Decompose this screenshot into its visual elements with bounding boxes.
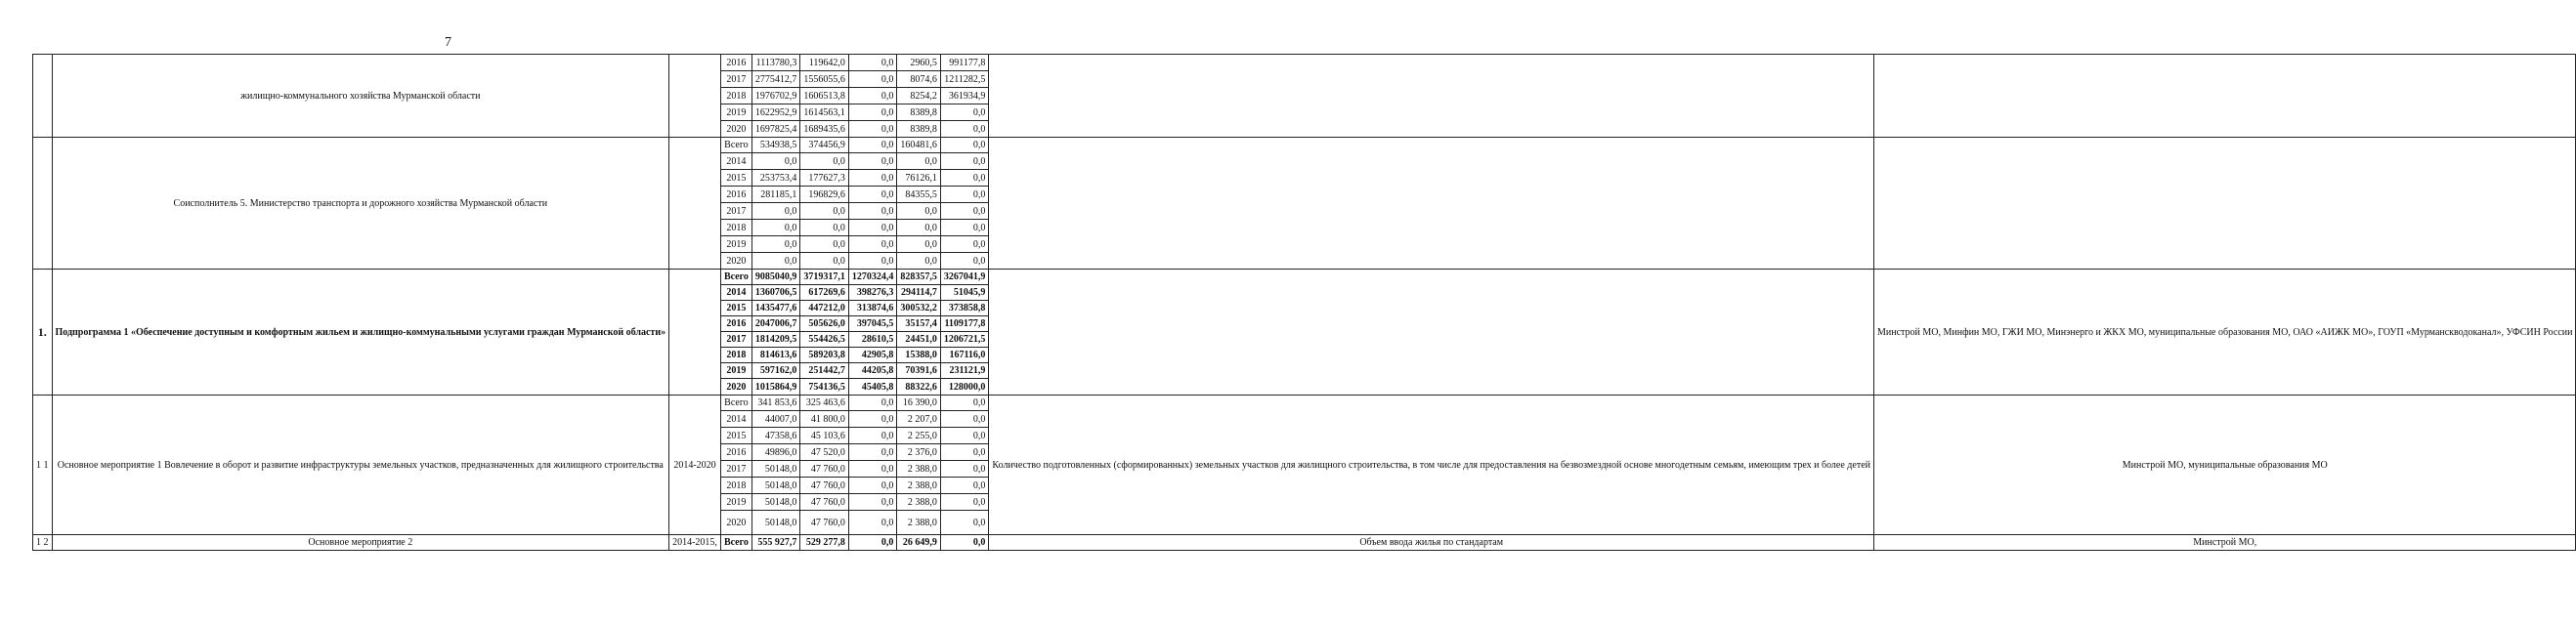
value-cell: 26 649,9 — [897, 535, 941, 551]
year-cell: 2018 — [720, 88, 751, 104]
value-cell: 0,0 — [848, 104, 897, 121]
value-cell: 45 103,6 — [800, 428, 849, 444]
indicator-cell — [989, 55, 1874, 138]
value-cell: 0,0 — [848, 428, 897, 444]
value-cell: 0,0 — [848, 138, 897, 153]
value-cell: 35157,4 — [897, 316, 941, 332]
table-row — [33, 396, 2576, 411]
year-cell: 2015 — [720, 170, 751, 187]
value-cell: 8074,6 — [897, 71, 941, 88]
year-cell: 2020 — [720, 511, 751, 535]
value-cell: 0,0 — [897, 253, 941, 270]
value-cell: 2047006,7 — [751, 316, 800, 332]
value-cell: 0,0 — [751, 203, 800, 220]
value-cell: 47 760,0 — [800, 494, 849, 511]
value-cell: 0,0 — [848, 461, 897, 478]
value-cell: 1113780,3 — [751, 55, 800, 71]
value-cell: 281185,1 — [751, 187, 800, 203]
year-cell: 2017 — [720, 461, 751, 478]
value-cell: 300532,2 — [897, 301, 941, 316]
year-cell: 2017 — [720, 203, 751, 220]
year-cell: Всего — [720, 396, 751, 411]
activity-name: Основное мероприятие 1 Вовлечение в оборот и развитие инфраструктуры земельных участков, предназначенных для жилищного строительства — [52, 396, 669, 535]
value-cell: 617269,6 — [800, 285, 849, 301]
year-cell: 2020 — [720, 121, 751, 138]
value-cell: 0,0 — [848, 88, 897, 104]
value-cell: 1015864,9 — [751, 379, 800, 396]
value-cell: 589203,8 — [800, 348, 849, 363]
value-cell: 0,0 — [848, 55, 897, 71]
value-cell: 0,0 — [848, 396, 897, 411]
responsible-cell — [1874, 138, 2576, 270]
value-cell: 529 277,8 — [800, 535, 849, 551]
value-cell: 0,0 — [940, 494, 989, 511]
row-number: 1. — [33, 270, 53, 396]
value-cell: 1689435,6 — [800, 121, 849, 138]
value-cell: 325 463,6 — [800, 396, 849, 411]
value-cell: 1606513,8 — [800, 88, 849, 104]
year-cell: 2014 — [720, 285, 751, 301]
page-number: 7 — [445, 35, 451, 50]
row-number — [33, 138, 53, 270]
value-cell: 45405,8 — [848, 379, 897, 396]
value-cell: 47 520,0 — [800, 444, 849, 461]
value-cell: 51045,9 — [940, 285, 989, 301]
value-cell: 828357,5 — [897, 270, 941, 285]
responsible-cell: Минстрой МО, — [1874, 535, 2576, 551]
year-cell: Всего — [720, 270, 751, 285]
value-cell: 2 388,0 — [897, 478, 941, 494]
value-cell: 0,0 — [848, 71, 897, 88]
value-cell: 0,0 — [848, 187, 897, 203]
period-cell — [669, 270, 721, 396]
value-cell: 0,0 — [800, 236, 849, 253]
table-row — [33, 270, 2576, 285]
value-cell: 341 853,6 — [751, 396, 800, 411]
value-cell: 991177,8 — [940, 55, 989, 71]
period-cell — [669, 55, 721, 138]
value-cell: 313874,6 — [848, 301, 897, 316]
year-cell: 2017 — [720, 332, 751, 348]
year-cell: 2016 — [720, 187, 751, 203]
value-cell: 160481,6 — [897, 138, 941, 153]
year-cell: 2016 — [720, 444, 751, 461]
value-cell: 251442,7 — [800, 363, 849, 379]
value-cell: 1976702,9 — [751, 88, 800, 104]
value-cell: 597162,0 — [751, 363, 800, 379]
program-table — [32, 54, 2576, 551]
year-cell: 2014 — [720, 153, 751, 170]
value-cell: 0,0 — [897, 153, 941, 170]
value-cell: 1697825,4 — [751, 121, 800, 138]
value-cell: 0,0 — [940, 535, 989, 551]
value-cell: 177627,3 — [800, 170, 849, 187]
value-cell: 41 800,0 — [800, 411, 849, 428]
value-cell: 15388,0 — [897, 348, 941, 363]
value-cell: 0,0 — [940, 104, 989, 121]
activity-name: жилищно-коммунального хозяйства Мурманской области — [52, 55, 669, 138]
value-cell: 0,0 — [940, 461, 989, 478]
value-cell: 0,0 — [897, 203, 941, 220]
value-cell: 47 760,0 — [800, 461, 849, 478]
value-cell: 2 388,0 — [897, 494, 941, 511]
value-cell: 554426,5 — [800, 332, 849, 348]
value-cell: 8389,8 — [897, 121, 941, 138]
year-cell: 2014 — [720, 411, 751, 428]
responsible-cell: Минстрой МО, муниципальные образования МО — [1874, 396, 2576, 535]
value-cell: 1270324,4 — [848, 270, 897, 285]
value-cell: 555 927,7 — [751, 535, 800, 551]
indicator-cell: Объем ввода жилья по стандартам — [989, 535, 1874, 551]
value-cell: 0,0 — [751, 253, 800, 270]
value-cell: 0,0 — [940, 253, 989, 270]
period-cell: 2014-2015, — [669, 535, 721, 551]
value-cell: 2 255,0 — [897, 428, 941, 444]
year-cell: Всего — [720, 138, 751, 153]
value-cell: 128000,0 — [940, 379, 989, 396]
value-cell: 1206721,5 — [940, 332, 989, 348]
value-cell: 0,0 — [848, 494, 897, 511]
value-cell: 0,0 — [940, 411, 989, 428]
value-cell: 0,0 — [897, 236, 941, 253]
year-cell: 2019 — [720, 104, 751, 121]
value-cell: 0,0 — [751, 236, 800, 253]
value-cell: 253753,4 — [751, 170, 800, 187]
value-cell: 1556055,6 — [800, 71, 849, 88]
value-cell: 0,0 — [940, 444, 989, 461]
value-cell: 0,0 — [940, 153, 989, 170]
value-cell: 0,0 — [848, 153, 897, 170]
value-cell: 44205,8 — [848, 363, 897, 379]
value-cell: 0,0 — [800, 253, 849, 270]
value-cell: 0,0 — [940, 121, 989, 138]
value-cell: 50148,0 — [751, 511, 800, 535]
value-cell: 754136,5 — [800, 379, 849, 396]
year-cell: 2016 — [720, 55, 751, 71]
value-cell: 1211282,5 — [940, 71, 989, 88]
period-cell: 2014-2020 — [669, 396, 721, 535]
value-cell: 8254,2 — [897, 88, 941, 104]
value-cell: 0,0 — [848, 444, 897, 461]
value-cell: 44007,0 — [751, 411, 800, 428]
value-cell: 814613,6 — [751, 348, 800, 363]
value-cell: 119642,0 — [800, 55, 849, 71]
value-cell: 2775412,7 — [751, 71, 800, 88]
value-cell: 2 388,0 — [897, 461, 941, 478]
year-cell: 2018 — [720, 220, 751, 236]
value-cell: 24451,0 — [897, 332, 941, 348]
value-cell: 2 207,0 — [897, 411, 941, 428]
value-cell: 397045,5 — [848, 316, 897, 332]
value-cell: 3267041,9 — [940, 270, 989, 285]
value-cell: 0,0 — [940, 511, 989, 535]
year-cell: 2017 — [720, 71, 751, 88]
value-cell: 505626,0 — [800, 316, 849, 332]
value-cell: 84355,5 — [897, 187, 941, 203]
value-cell: 373858,8 — [940, 301, 989, 316]
value-cell: 374456,9 — [800, 138, 849, 153]
value-cell: 0,0 — [751, 220, 800, 236]
value-cell: 47 760,0 — [800, 511, 849, 535]
value-cell: 47358,6 — [751, 428, 800, 444]
value-cell: 447212,0 — [800, 301, 849, 316]
value-cell: 196829,6 — [800, 187, 849, 203]
value-cell: 0,0 — [848, 203, 897, 220]
value-cell: 16 390,0 — [897, 396, 941, 411]
year-cell: 2018 — [720, 478, 751, 494]
value-cell: 0,0 — [848, 253, 897, 270]
table-row — [33, 138, 2576, 153]
value-cell: 0,0 — [848, 236, 897, 253]
value-cell: 0,0 — [940, 396, 989, 411]
value-cell: 2960,5 — [897, 55, 941, 71]
activity-name: Подпрограмма 1 «Обеспечение доступным и комфортным жильем и жилищно-коммунальными услугами граждан Мурманской области» — [52, 270, 669, 396]
value-cell: 231121,9 — [940, 363, 989, 379]
value-cell: 0,0 — [940, 138, 989, 153]
value-cell: 361934,9 — [940, 88, 989, 104]
row-number: 1 2 — [33, 535, 53, 551]
value-cell: 2 388,0 — [897, 511, 941, 535]
row-number — [33, 55, 53, 138]
value-cell: 2 376,0 — [897, 444, 941, 461]
value-cell: 0,0 — [751, 153, 800, 170]
value-cell: 398276,3 — [848, 285, 897, 301]
indicator-cell — [989, 138, 1874, 270]
value-cell: 1622952,9 — [751, 104, 800, 121]
year-cell: 2020 — [720, 253, 751, 270]
row-number: 1 1 — [33, 396, 53, 535]
value-cell: 47 760,0 — [800, 478, 849, 494]
responsible-cell — [1874, 55, 2576, 138]
value-cell: 0,0 — [848, 511, 897, 535]
value-cell: 0,0 — [940, 220, 989, 236]
year-cell: 2015 — [720, 301, 751, 316]
value-cell: 0,0 — [848, 121, 897, 138]
value-cell: 1614563,1 — [800, 104, 849, 121]
value-cell: 0,0 — [800, 153, 849, 170]
value-cell: 0,0 — [940, 203, 989, 220]
year-cell: 2019 — [720, 363, 751, 379]
value-cell: 42905,8 — [848, 348, 897, 363]
value-cell: 0,0 — [940, 428, 989, 444]
period-cell — [669, 138, 721, 270]
year-cell: 2019 — [720, 494, 751, 511]
value-cell: 50148,0 — [751, 461, 800, 478]
year-cell: 2018 — [720, 348, 751, 363]
value-cell: 0,0 — [800, 203, 849, 220]
value-cell: 76126,1 — [897, 170, 941, 187]
table-row — [33, 535, 2576, 551]
value-cell: 0,0 — [897, 220, 941, 236]
value-cell: 0,0 — [800, 220, 849, 236]
value-cell: 28610,5 — [848, 332, 897, 348]
value-cell: 1814209,5 — [751, 332, 800, 348]
activity-name: Соисполнитель 5. Министерство транспорта и дорожного хозяйства Мурманской области — [52, 138, 669, 270]
value-cell: 0,0 — [848, 170, 897, 187]
value-cell: 0,0 — [940, 170, 989, 187]
year-cell: 2019 — [720, 236, 751, 253]
year-cell: 2016 — [720, 316, 751, 332]
year-cell: 2015 — [720, 428, 751, 444]
value-cell: 1109177,8 — [940, 316, 989, 332]
value-cell: 0,0 — [848, 535, 897, 551]
table-row — [33, 55, 2576, 71]
indicator-cell: Количество подготовленных (сформированных) земельных участков для жилищного строительства, в том числе для предоставления на безвозмездной основе многодетным семьям, имеющим трех и более детей — [989, 396, 1874, 535]
value-cell: 9085040,9 — [751, 270, 800, 285]
value-cell: 0,0 — [940, 187, 989, 203]
activity-name: Основное мероприятие 2 — [52, 535, 669, 551]
value-cell: 3719317,1 — [800, 270, 849, 285]
value-cell: 0,0 — [848, 220, 897, 236]
value-cell: 50148,0 — [751, 478, 800, 494]
value-cell: 0,0 — [848, 478, 897, 494]
responsible-cell: Минстрой МО, Минфин МО, ГЖИ МО, Минэнерго и ЖКХ МО, муниципальные образования МО, ОАО «АИЖК МО», ГОУП «Мурманскводоканал», УФСИН России — [1874, 270, 2576, 396]
value-cell: 49896,0 — [751, 444, 800, 461]
value-cell: 0,0 — [940, 236, 989, 253]
value-cell: 1360706,5 — [751, 285, 800, 301]
value-cell: 167116,0 — [940, 348, 989, 363]
value-cell: 0,0 — [940, 478, 989, 494]
value-cell: 70391,6 — [897, 363, 941, 379]
value-cell: 88322,6 — [897, 379, 941, 396]
year-cell: 2020 — [720, 379, 751, 396]
value-cell: 50148,0 — [751, 494, 800, 511]
value-cell: 534938,5 — [751, 138, 800, 153]
value-cell: 294114,7 — [897, 285, 941, 301]
value-cell: 8389,8 — [897, 104, 941, 121]
year-cell: Всего — [720, 535, 751, 551]
value-cell: 0,0 — [848, 411, 897, 428]
value-cell: 1435477,6 — [751, 301, 800, 316]
indicator-cell — [989, 270, 1874, 396]
